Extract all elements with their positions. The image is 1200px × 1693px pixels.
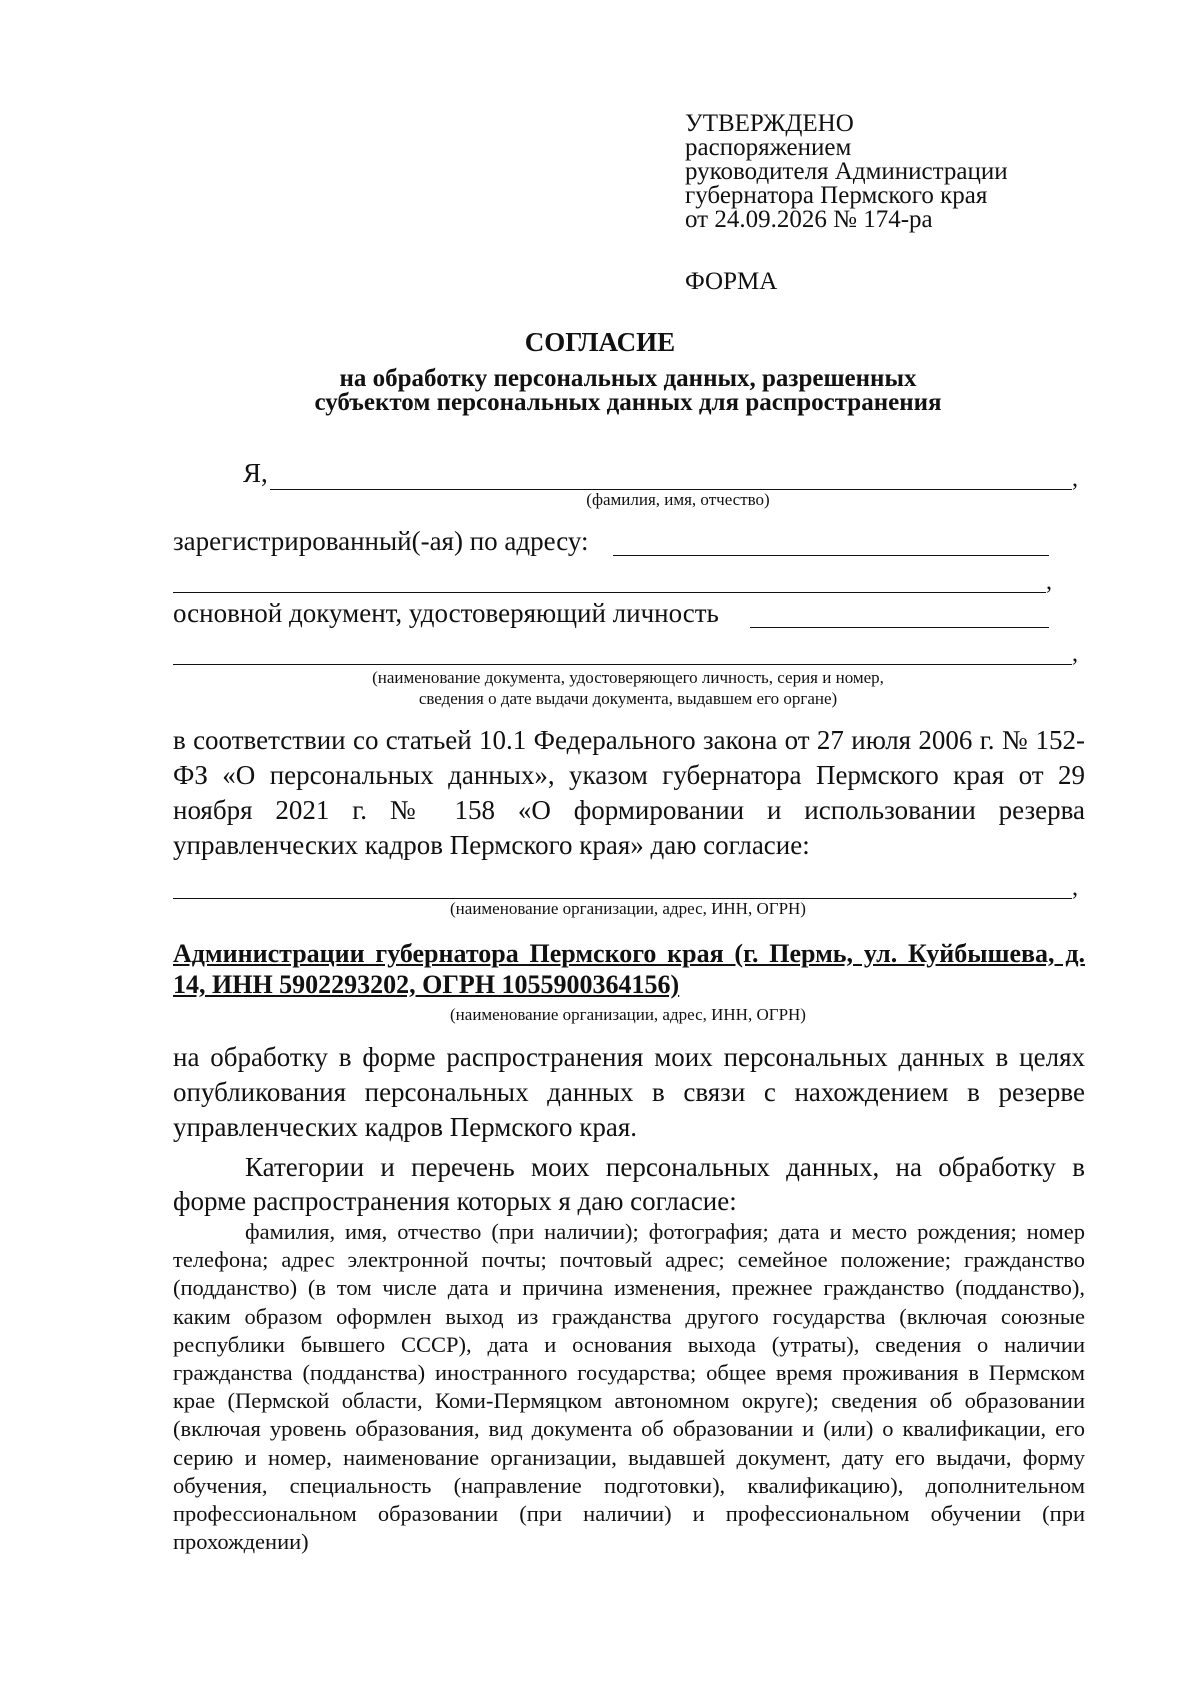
categories-paragraph: Категории и перечень моих персональных данных, на обработку в форме распространения которых я даю согласие: bbox=[173, 1152, 1085, 1216]
approval-line-2: распоряжением bbox=[685, 134, 852, 161]
approval-line-1: УТВЕРЖДЕНО bbox=[685, 110, 854, 137]
address-field-line-2[interactable] bbox=[173, 592, 1046, 593]
document-title: СОГЛАСИЕ bbox=[524, 327, 676, 357]
id-document-hint bbox=[258, 667, 998, 709]
name-prefix: Я, bbox=[243, 458, 268, 488]
form-label: ФОРМА bbox=[685, 268, 778, 295]
name-field-comma: , bbox=[1072, 466, 1078, 492]
id-document-label: основной документ, удостоверяющий личность bbox=[173, 598, 719, 628]
approval-line-3: руководителя Администрации bbox=[685, 158, 1008, 185]
law-reference-paragraph: в соответствии со статьей 10.1 Федерального закона от 27 июля 2006 г. № 152-ФЗ «О персональных данных», указом губернатора Пермского края от 29 ноября 2021 г. № 158 «О формировании и использовании резерва управленческих кадров Пермского края» даю согласие: bbox=[173, 725, 1085, 860]
subtitle-line-1: на обработку персональных данных, разрешенных bbox=[339, 365, 917, 392]
id-document-field-comma: , bbox=[1072, 641, 1078, 667]
document-subtitle bbox=[0, 367, 1200, 415]
name-field-hint: (фамилия, имя, отчество) bbox=[586, 490, 770, 509]
id-document-hint-line-2: сведения о дате выдачи документа, выдавшем его органе) bbox=[418, 689, 838, 708]
organization-field-hint: (наименование организации, адрес, ИНН, ОГРН) bbox=[450, 899, 806, 918]
id-document-hint-line-1: (наименование документа, удостоверяющего личность, серия и номер, bbox=[372, 668, 884, 687]
purpose-paragraph: на обработку в форме распространения моих персональных данных в целях опубликования персональных данных в связи с нахождением в резерве управленческих кадров Пермского края. bbox=[173, 1042, 1085, 1142]
approval-line-4: губернатора Пермского края bbox=[685, 182, 988, 209]
approval-stamp bbox=[685, 112, 1008, 232]
organization-name: Администрации губернатора Пермского края (г. Пермь, ул. Куйбышева, д. 14, ИНН 5902293202, ОГРН 1055900364156) bbox=[173, 939, 1085, 999]
organization-field-comma: , bbox=[1072, 875, 1078, 901]
personal-data-list-paragraph: фамилия, имя, отчество (при наличии); фотография; дата и место рождения; номер телефона; адрес электронной почты; почтовый адрес; семейное положение; гражданство (подданство) (в том числе дата и причина изменения, прежнее гражданство (подданство), каким образом оформлен выход из гражданства другого государства (включая союзные республики бывшего СССР), дата и основания выхода (утраты), сведения о наличии гражданства (подданства) иностранного государства; общее время проживания в Пермском крае (Пермской области, Коми-Пермяцком автономном округе); сведения об образовании (включая уровень образования, вид документа об образовании и (или) о квалификации, его серию и номер, наименование организации, выдавшей документ, дату его выдачи, форму обучения, специальность (направление подготовки), квалификацию), дополнительном профессиональном образовании (при наличии) и профессиональном обучении (при прохождении) bbox=[173, 1219, 1085, 1555]
address-field-comma: , bbox=[1046, 569, 1052, 595]
organization-name-hint: (наименование организации, адрес, ИНН, ОГРН) bbox=[450, 1005, 806, 1024]
id-document-field-line-2[interactable] bbox=[173, 664, 1072, 665]
address-label: зарегистрированный(-ая) по адресу: bbox=[173, 526, 589, 556]
subtitle-line-2: субъектом персональных данных для распространения bbox=[314, 389, 942, 416]
address-field-line-1[interactable] bbox=[613, 555, 1049, 556]
approval-line-5: от 24.09.2026 № 174-ра bbox=[685, 206, 933, 233]
id-document-field-line-1[interactable] bbox=[750, 627, 1049, 628]
